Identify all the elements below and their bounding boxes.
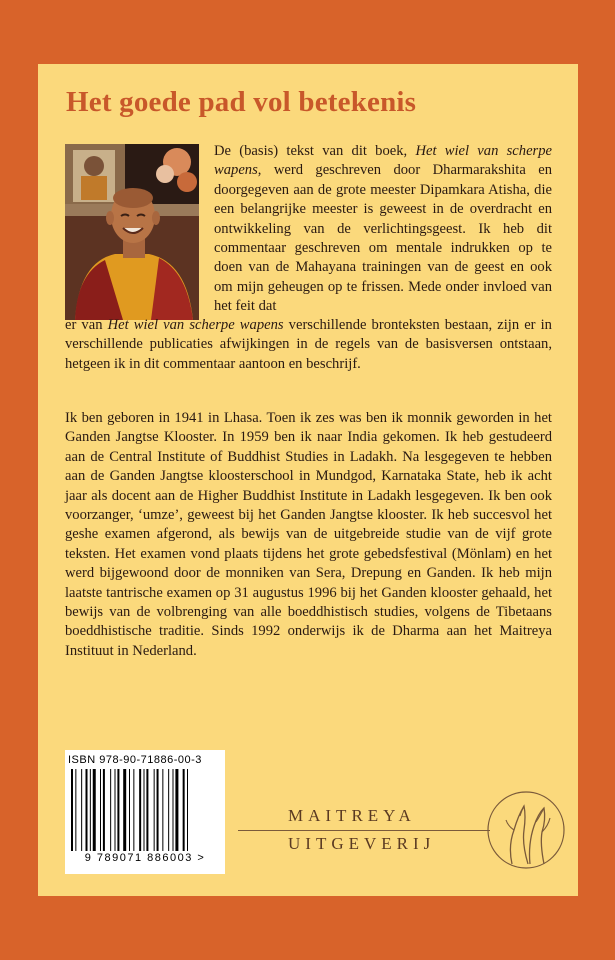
barcode-bar xyxy=(133,769,134,851)
publisher-logo xyxy=(238,786,568,876)
barcode-bars xyxy=(71,769,219,851)
barcode-bar xyxy=(144,769,145,851)
barcode-bar xyxy=(103,769,105,851)
barcode-bar xyxy=(100,769,101,851)
back-cover-panel xyxy=(38,64,578,896)
book-reference: Het wiel van scherpe wapens xyxy=(214,143,553,179)
barcode-bar xyxy=(75,769,76,851)
barcode-bar xyxy=(175,769,178,851)
barcode-bar xyxy=(183,769,185,851)
barcode-bar xyxy=(115,769,116,851)
book-reference: Het wiel van scherpe wapens xyxy=(107,317,284,333)
barcode-bar xyxy=(81,769,82,851)
barcode-bar xyxy=(86,769,88,851)
barcode-bar xyxy=(123,769,126,851)
isbn-barcode xyxy=(65,750,225,874)
description-paragraph-part1 xyxy=(214,142,552,317)
barcode-bar xyxy=(173,769,174,851)
barcode-bar xyxy=(168,769,169,851)
praying-hands-icon xyxy=(484,786,568,876)
barcode-bar xyxy=(129,769,130,851)
description-paragraph-part2 xyxy=(65,316,552,374)
barcode-bar xyxy=(71,769,73,851)
description-text: er van xyxy=(65,317,108,333)
barcode-bar xyxy=(90,769,91,851)
barcode-bar xyxy=(110,769,111,851)
barcode-digits: 9 789071 886003 > xyxy=(84,852,206,864)
barcode-bar xyxy=(139,769,141,851)
isbn-number: ISBN 978-90-71886-00-3 xyxy=(68,754,202,766)
barcode-bar xyxy=(93,769,96,851)
author-biography: Ik ben geboren in 1941 in Lhasa. Toen ik zes was ben ik monnik geworden in het Ganden Jangtse Klooster. In 1959 ben ik naar India gekomen. Ik heb gestudeerd aan de Central Institute of Buddhist Studies in Ladakh. Na lesgegeven te hebben aan de Ganden Jangtse kloosterschool in Mundgod, Karnataka State, heb ik acht jaar als docent aan de Higher Buddhist Institute in Ladakh lesgegeven. Ik ben ook voorzanger, ‘umze’, geweest bij het Ganden Jangtse klooster. Ik heb succesvol het geshe examen afgerond, als bewijs van de uitgebreide studie van de vijf grote teksten. Het examen vond plaats tijdens het grote gebedsfestival (Mönlam) en het werd bijgewoond door de monniken van Sera, Drepung en Ganden. Ik heb mijn laatste tantrische examen op 31 augustus 1996 bij het Ganden klooster gehaald, het bewijs van de volbrenging van alle boeddhistisch studies, volgens de Tibetaans boeddhistische traditie. Sinds 1992 onderwijs ik de Dharma aan het Maitreya Instituut in Nederland. xyxy=(65,410,552,659)
publisher-divider xyxy=(238,830,490,831)
publisher-name-line2: UITGEVERIJ xyxy=(288,834,436,853)
description-text: , werd geschreven door Dharmarakshita en doorgegeven aan de grote meester Dipamkara Atisha, die een belangrijke meester is geweest in de overdracht en ontwikkeling van de verlichtingsgeest. Ik heb dit commentaar geschreven om mentale indrukken op te doen van de Mahayana trainingen van de geest en ook om mijn geheugen op te frissen. Mede onder invloed van het feit dat xyxy=(214,162,552,315)
barcode-bar xyxy=(117,769,119,851)
description-text: verschillende bronteksten bestaan, zijn er in verschillende publicaties afwijkingen in de regels van de basisversen ontstaan, hetgeen ik in dit commentaar aantoon en beschrijf. xyxy=(65,317,552,372)
barcode-bar xyxy=(162,769,163,851)
barcode-bar xyxy=(187,769,188,851)
book-title: Het goede pad vol betekenis xyxy=(66,86,417,118)
barcode-bar xyxy=(154,769,155,851)
barcode-bar xyxy=(157,769,159,851)
publisher-name-line1: MAITREYA xyxy=(288,806,416,825)
description-text: De (basis) tekst van dit boek, xyxy=(214,143,416,159)
author-photo xyxy=(65,144,199,320)
barcode-bar xyxy=(146,769,148,851)
